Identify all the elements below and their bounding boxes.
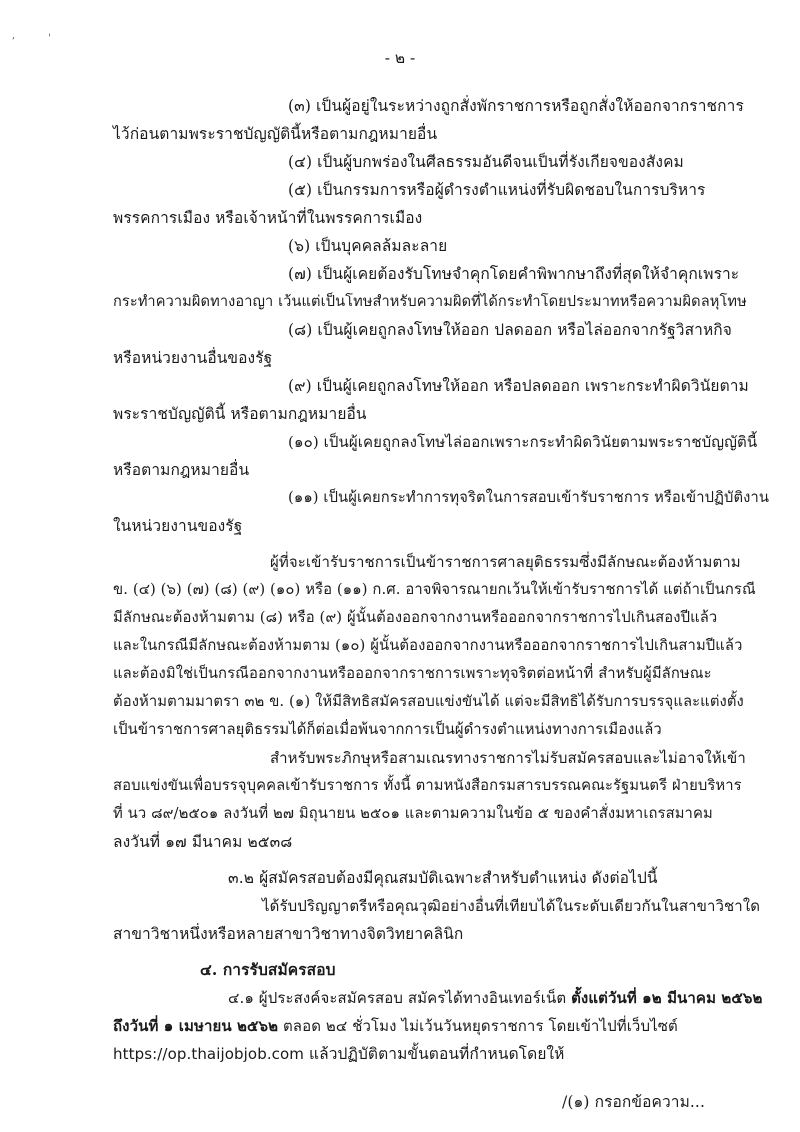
- item-9-line-1: (๙) เป็นผู้เคยถูกลงโทษให้ออก หรือปลดออก เพราะกระทำผิดวินัยตาม: [288, 377, 749, 395]
- item-9-line-2: พระราชบัญญัตินี้ หรือตามกฎหมายอื่น: [113, 405, 367, 423]
- monk-para-line-2: สอบแข่งขันเพื่อบรรจุบุคคลเข้ารับราชการ ทั้งนี้ ตามหนังสือกรมสารบรรณคณะรัฐมนตรี ฝ่ายบริหาร: [113, 777, 742, 794]
- item-5-line-2: พรรคการเมือง หรือเจ้าหน้าที่ในพรรคการเมือง: [113, 209, 423, 227]
- exemption-para-line-3: มีลักษณะต้องห้ามตาม (๘) หรือ (๙) ผู้นั้นต้องออกจากงานหรือออกจากราชการไปเกินสองปีแล้ว: [113, 609, 718, 626]
- date-end: ถึงวันที่ ๑ เมษายน ๒๕๖๒: [113, 1017, 279, 1035]
- para-4-1-line-3: [113, 1043, 565, 1065]
- monk-para-line-4: ลงวันที่ ๑๗ มีนาคม ๒๕๓๘: [113, 833, 293, 851]
- exemption-para-line-1: ผู้ที่จะเข้ารับราชการเป็นข้าราชการศาลยุติธรรมซึ่งมีลักษณะต้องห้ามตาม: [270, 553, 741, 571]
- monk-para-line-1: สำหรับพระภิกษุหรือสามเณรทางราชการไม่รับสมัครสอบและไม่อาจให้เข้า: [270, 749, 746, 767]
- monk-para-line-3: ที่ นว ๘๙/๒๕๐๑ ลงวันที่ ๒๗ มิถุนายน ๒๕๐๑ และตามความในข้อ ๕ ของคำสั่งมหาเถรสมาคม: [113, 805, 713, 822]
- stray-mark: ,: [12, 30, 16, 41]
- date-start: ตั้งแต่วันที่ ๑๒ มีนาคม ๒๕๖๒: [571, 989, 763, 1007]
- item-7-line-2: กระทำความผิดทางอาญา เว้นแต่เป็นโทษสำหรับความผิดที่ได้กระทำโดยประมาทหรือความผิดลหุโทษ: [113, 293, 747, 310]
- para-4-1-after-url: แล้วปฏิบัติตามขั้นตอนที่กำหนดโดยให้: [304, 1045, 565, 1063]
- website-url: https://op.thaijobjob.com: [113, 1045, 305, 1063]
- exemption-para-line-5: และต้องมิใช่เป็นกรณีออกจากงานหรือออกจากราชการเพราะทุจริตต่อหน้าที่ สำหรับผู้มีลักษณะ: [113, 665, 712, 682]
- continuation-note: /(๑) กรอกข้อความ...: [562, 1093, 705, 1111]
- exemption-para-line-6: ต้องห้ามตามมาตรา ๓๒ ข. (๑) ให้มีสิทธิสมัครสอบแข่งขันได้ แต่จะมีสิทธิได้รับการบรรจุและแต่งตั้ง: [113, 693, 744, 710]
- item-8-line-2: หรือหน่วยงานอื่นของรัฐ: [113, 349, 273, 367]
- item-8-line-1: (๘) เป็นผู้เคยถูกลงโทษให้ออก ปลดออก หรือไล่ออกจากรัฐวิสาหกิจ: [288, 321, 732, 339]
- exemption-para-line-4: และในกรณีมีลักษณะต้องห้ามตาม (๑๐) ผู้นั้นต้องออกจากงานหรือออกจากราชการไปเกินสามปีแล้ว: [113, 637, 743, 654]
- item-3-line-2: ไว้ก่อนตามพระราชบัญญัตินี้หรือตามกฎหมายอื่น: [113, 125, 438, 143]
- exemption-para-line-7: เป็นข้าราชการศาลยุติธรรมได้ก็ต่อเมื่อพ้นจากการเป็นผู้ดำรงตำแหน่งทางการเมืองแล้ว: [113, 721, 662, 738]
- qualification-line-2: สาขาวิชาหนึ่งหรือหลายสาขาวิชาทางจิตวิทยาคลินิก: [113, 925, 464, 943]
- exemption-para-line-2: ข. (๔) (๖) (๗) (๘) (๙) (๑๐) หรือ (๑๑) ก.ศ. อาจพิจารณายกเว้นให้เข้ารับราชการได้ แต่ถ้าเป็นกรณี: [113, 581, 756, 598]
- item-10-line-2: หรือตามกฎหมายอื่น: [113, 461, 250, 479]
- item-11-line-2: ในหน่วยงานของรัฐ: [113, 517, 243, 535]
- para-4-1-line-2: [113, 1015, 678, 1037]
- item-5-line-1: (๕) เป็นกรรมการหรือผู้ดำรงตำแหน่งที่รับผิดชอบในการบริหาร: [288, 181, 706, 199]
- stray-mark: ': [48, 33, 51, 44]
- qualification-line-1: ได้รับปริญญาตรีหรือคุณวุฒิอย่างอื่นที่เทียบได้ในระดับเดียวกันในสาขาวิชาใด: [262, 897, 761, 915]
- item-10-line-1: (๑๐) เป็นผู้เคยถูกลงโทษไล่ออกเพราะกระทำผิดวินัยตามพระราชบัญญัตินี้: [288, 433, 758, 451]
- item-3-line-1: (๓) เป็นผู้อยู่ในระหว่างถูกสั่งพักราชการหรือถูกสั่งให้ออกจากราชการ: [288, 97, 744, 115]
- item-4: (๔) เป็นผู้บกพร่องในศีลธรรมอันดีจนเป็นที่รังเกียจของสังคม: [288, 153, 684, 171]
- item-7-line-1: (๗) เป็นผู้เคยต้องรับโทษจำคุกโดยคำพิพากษาถึงที่สุดให้จำคุกเพราะ: [288, 265, 740, 283]
- section-3-2-heading: ๓.๒ ผู้สมัครสอบต้องมีคุณสมบัติเฉพาะสำหรับตำแหน่ง ดังต่อไปนี้: [228, 869, 658, 887]
- item-6: (๖) เป็นบุคคลล้มละลาย: [288, 237, 448, 255]
- para-4-1-lead: ๔.๑ ผู้ประสงค์จะสมัครสอบ สมัครได้ทางอินเทอร์เน็ต: [228, 989, 572, 1007]
- item-11-line-1: (๑๑) เป็นผู้เคยกระทำการทุจริตในการสอบเข้ารับราชการ หรือเข้าปฏิบัติงาน: [288, 489, 770, 506]
- section-4-heading: ๔. การรับสมัครสอบ: [200, 960, 336, 979]
- page-number: - ๒ -: [384, 49, 416, 67]
- para-4-1-rest: ตลอด ๒๔ ชั่วโมง ไม่เว้นวันหยุดราชการ โดยเข้าไปที่เว็บไซต์: [278, 1017, 678, 1035]
- para-4-1-line-1: [228, 987, 762, 1009]
